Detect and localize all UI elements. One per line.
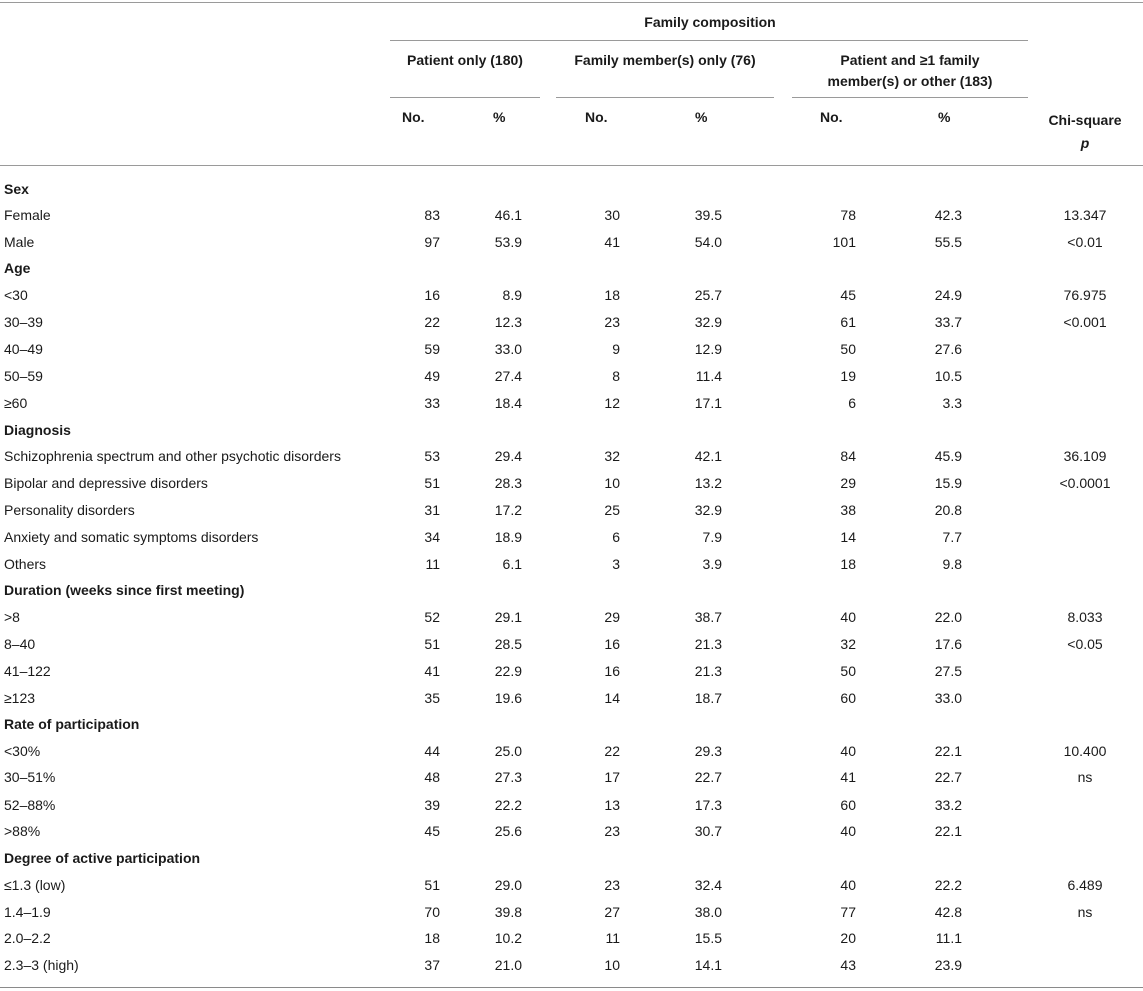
col-group-patient-and-family-line1: Patient and ≥1 family — [840, 52, 980, 68]
table-row — [0, 470, 1143, 496]
chi-square-value: 8.033 — [1067, 609, 1103, 625]
cell-patient-pct: 10.2 — [494, 930, 522, 946]
cell-patient-pct: 22.9 — [494, 663, 522, 679]
cell-family-no: 11 — [605, 930, 620, 946]
section-title: Diagnosis — [4, 422, 71, 438]
cell-family-no: 16 — [604, 663, 620, 679]
cell-both-pct: 10.5 — [934, 368, 962, 384]
row-label: 52–88% — [4, 797, 56, 813]
cell-patient-pct: 8.9 — [502, 287, 522, 303]
cell-patient-no: 35 — [424, 690, 440, 706]
cell-both-no: 45 — [840, 287, 856, 303]
cell-family-no: 10 — [604, 957, 620, 973]
section-title: Rate of participation — [4, 716, 140, 732]
cell-patient-pct: 33.0 — [494, 341, 522, 357]
cell-family-pct: 54.0 — [694, 234, 722, 250]
cell-both-no: 77 — [840, 904, 856, 920]
cell-family-no: 41 — [604, 234, 620, 250]
cell-patient-no: 52 — [424, 609, 440, 625]
cell-patient-pct: 25.0 — [494, 743, 522, 759]
cell-family-no: 16 — [604, 636, 620, 652]
cell-family-pct: 32.4 — [694, 877, 722, 893]
section-header-row — [0, 176, 1143, 202]
bottom-rule — [0, 987, 1143, 988]
family-composition-heading: Family composition — [644, 14, 776, 30]
cell-both-pct: 27.5 — [934, 663, 962, 679]
table-row — [0, 551, 1143, 577]
cell-both-no: 20 — [840, 930, 856, 946]
cell-both-pct: 45.9 — [934, 448, 962, 464]
cell-patient-pct: 53.9 — [494, 234, 522, 250]
cell-patient-no: 49 — [424, 368, 440, 384]
cell-family-pct: 39.5 — [694, 207, 722, 223]
cell-family-pct: 25.7 — [694, 287, 722, 303]
subgroup-underline-1 — [390, 97, 540, 98]
cell-patient-no: 44 — [424, 743, 440, 759]
section-header-row — [0, 845, 1143, 871]
cell-both-no: 101 — [832, 234, 856, 250]
cell-both-no: 32 — [840, 636, 856, 652]
cell-family-pct: 15.5 — [694, 930, 722, 946]
row-label: <30 — [4, 287, 28, 303]
col-no-3: No. — [820, 109, 843, 125]
cell-patient-no: 97 — [424, 234, 440, 250]
cell-patient-pct: 29.4 — [494, 448, 522, 464]
section-header-row — [0, 417, 1143, 443]
cell-both-no: 38 — [840, 502, 856, 518]
cell-patient-pct: 18.9 — [494, 529, 522, 545]
p-value: <0.05 — [1067, 636, 1103, 652]
cell-patient-no: 53 — [424, 448, 440, 464]
table-row — [0, 925, 1143, 951]
row-label: 1.4–1.9 — [4, 904, 51, 920]
cell-patient-pct: 12.3 — [494, 314, 522, 330]
chi-square-value: 6.489 — [1067, 877, 1103, 893]
cell-both-no: 40 — [840, 609, 856, 625]
cell-both-pct: 33.2 — [934, 797, 962, 813]
row-label: <30% — [4, 743, 41, 759]
cell-both-pct: 17.6 — [934, 636, 962, 652]
chi-square-value: 13.347 — [1063, 207, 1107, 223]
p-value: ns — [1077, 769, 1093, 785]
cell-family-no: 17 — [604, 769, 620, 785]
table-row — [0, 792, 1143, 818]
cell-family-pct: 21.3 — [694, 663, 722, 679]
cell-family-no: 3 — [612, 556, 620, 572]
group-underline — [390, 40, 1028, 41]
cell-both-no: 40 — [840, 823, 856, 839]
cell-family-pct: 21.3 — [694, 636, 722, 652]
cell-both-no: 50 — [840, 663, 856, 679]
cell-patient-no: 39 — [424, 797, 440, 813]
section-title: Duration (weeks since first meeting) — [4, 582, 245, 598]
cell-both-pct: 33.7 — [934, 314, 962, 330]
p-value: <0.0001 — [1059, 475, 1111, 491]
cell-patient-pct: 22.2 — [494, 797, 522, 813]
cell-both-pct: 22.0 — [934, 609, 962, 625]
cell-both-pct: 42.8 — [934, 904, 962, 920]
subgroup-underline-3 — [792, 97, 1028, 98]
cell-both-no: 6 — [848, 395, 856, 411]
cell-both-no: 19 — [840, 368, 856, 384]
cell-family-pct: 32.9 — [694, 314, 722, 330]
cell-patient-no: 59 — [424, 341, 440, 357]
cell-patient-pct: 46.1 — [494, 207, 522, 223]
section-header-row — [0, 577, 1143, 603]
col-group-family-only: Family member(s) only (76) — [574, 52, 756, 68]
cell-family-no: 25 — [604, 502, 620, 518]
table-row — [0, 309, 1143, 335]
row-label: 30–39 — [4, 314, 43, 330]
cell-both-pct: 22.1 — [934, 743, 962, 759]
table-row — [0, 390, 1143, 416]
row-label: 2.3–3 (high) — [4, 957, 79, 973]
cell-both-pct: 22.2 — [934, 877, 962, 893]
top-rule — [0, 2, 1143, 3]
cell-patient-no: 51 — [424, 636, 440, 652]
table-row — [0, 952, 1143, 978]
cell-both-no: 43 — [840, 957, 856, 973]
cell-family-pct: 18.7 — [694, 690, 722, 706]
cell-patient-pct: 19.6 — [494, 690, 522, 706]
section-title: Sex — [4, 181, 29, 197]
cell-patient-no: 70 — [424, 904, 440, 920]
cell-patient-no: 48 — [424, 769, 440, 785]
cell-both-pct: 7.7 — [942, 529, 962, 545]
cell-family-pct: 29.3 — [694, 743, 722, 759]
cell-family-no: 14 — [604, 690, 620, 706]
cell-patient-pct: 27.4 — [494, 368, 522, 384]
cell-both-no: 50 — [840, 341, 856, 357]
cell-both-pct: 20.8 — [934, 502, 962, 518]
cell-family-pct: 7.9 — [702, 529, 722, 545]
cell-family-no: 6 — [612, 529, 620, 545]
cell-family-pct: 38.0 — [694, 904, 722, 920]
row-label: 41–122 — [4, 663, 51, 679]
cell-both-no: 29 — [840, 475, 856, 491]
cell-both-pct: 27.6 — [934, 341, 962, 357]
table-row — [0, 202, 1143, 228]
cell-patient-no: 34 — [424, 529, 440, 545]
cell-both-pct: 9.8 — [942, 556, 962, 572]
col-pct-1: % — [493, 109, 506, 125]
cell-family-no: 9 — [612, 341, 620, 357]
cell-family-no: 8 — [612, 368, 620, 384]
cell-patient-no: 41 — [424, 663, 440, 679]
cell-patient-no: 31 — [424, 502, 440, 518]
section-header-row — [0, 255, 1143, 281]
row-label: 8–40 — [4, 636, 36, 652]
col-pct-3: % — [938, 109, 951, 125]
row-label: 30–51% — [4, 769, 56, 785]
cell-both-pct: 11.1 — [935, 930, 962, 946]
row-label: 2.0–2.2 — [4, 930, 51, 946]
cell-both-no: 84 — [840, 448, 856, 464]
chi-square-value: 10.400 — [1063, 743, 1107, 759]
section-title: Age — [4, 260, 31, 276]
table-row — [0, 229, 1143, 255]
cell-family-pct: 17.3 — [694, 797, 722, 813]
p-value: <0.01 — [1067, 234, 1103, 250]
cell-family-no: 32 — [604, 448, 620, 464]
cell-family-pct: 12.9 — [694, 341, 722, 357]
table-row — [0, 818, 1143, 844]
row-label: ≥123 — [4, 690, 36, 706]
table-row — [0, 497, 1143, 523]
cell-family-no: 23 — [604, 823, 620, 839]
row-label: ≥60 — [4, 395, 28, 411]
cell-both-pct: 42.3 — [934, 207, 962, 223]
cell-family-pct: 30.7 — [694, 823, 722, 839]
cell-patient-no: 16 — [424, 287, 440, 303]
cell-both-pct: 33.0 — [934, 690, 962, 706]
col-group-patient-and-family-line2: member(s) or other (183) — [827, 73, 993, 89]
section-header-row — [0, 711, 1143, 737]
row-label: Bipolar and depressive disorders — [4, 475, 208, 491]
header-rule — [0, 165, 1143, 166]
cell-both-pct: 55.5 — [934, 234, 962, 250]
cell-patient-no: 45 — [424, 823, 440, 839]
chi-square-heading: Chi-square — [1048, 112, 1122, 128]
row-label: ≤1.3 (low) — [4, 877, 66, 893]
cell-family-pct: 11.4 — [695, 368, 722, 384]
cell-patient-pct: 28.5 — [494, 636, 522, 652]
row-label: Male — [4, 234, 35, 250]
table-row — [0, 764, 1143, 790]
cell-both-pct: 15.9 — [934, 475, 962, 491]
chi-square-value: 76.975 — [1063, 287, 1107, 303]
cell-family-pct: 3.9 — [702, 556, 722, 572]
cell-family-no: 18 — [604, 287, 620, 303]
table-row — [0, 336, 1143, 362]
row-label: Female — [4, 207, 51, 223]
table-row — [0, 443, 1143, 469]
cell-patient-pct: 6.1 — [502, 556, 522, 572]
cell-patient-pct: 27.3 — [494, 769, 522, 785]
subgroup-underline-2 — [556, 97, 774, 98]
table-row — [0, 604, 1143, 630]
row-label: 50–59 — [4, 368, 43, 384]
p-value: ns — [1077, 904, 1093, 920]
col-group-patient-only: Patient only (180) — [407, 52, 523, 68]
cell-patient-no: 51 — [424, 877, 440, 893]
cell-patient-no: 22 — [424, 314, 440, 330]
cell-family-pct: 32.9 — [694, 502, 722, 518]
row-label: >8 — [4, 609, 20, 625]
cell-patient-no: 18 — [424, 930, 440, 946]
cell-family-pct: 22.7 — [694, 769, 722, 785]
table-row — [0, 899, 1143, 925]
table-row — [0, 685, 1143, 711]
cell-patient-pct: 28.3 — [494, 475, 522, 491]
row-label: Schizophrenia spectrum and other psychotic disorders — [4, 448, 341, 464]
cell-family-pct: 17.1 — [694, 395, 722, 411]
chi-square-value: 36.109 — [1063, 448, 1107, 464]
col-no-2: No. — [585, 109, 608, 125]
cell-both-no: 60 — [840, 797, 856, 813]
cell-both-no: 78 — [840, 207, 856, 223]
cell-family-no: 23 — [604, 314, 620, 330]
table-row — [0, 658, 1143, 684]
cell-both-pct: 22.7 — [934, 769, 962, 785]
p-heading: p — [1080, 135, 1090, 151]
cell-patient-no: 37 — [424, 957, 440, 973]
table-row — [0, 872, 1143, 898]
cell-family-no: 27 — [604, 904, 620, 920]
cell-both-no: 60 — [840, 690, 856, 706]
cell-patient-pct: 29.1 — [494, 609, 522, 625]
cell-family-no: 30 — [604, 207, 620, 223]
table-row — [0, 282, 1143, 308]
cell-both-pct: 23.9 — [934, 957, 962, 973]
cell-family-pct: 42.1 — [694, 448, 722, 464]
cell-family-no: 13 — [604, 797, 620, 813]
table-row — [0, 524, 1143, 550]
cell-family-pct: 14.1 — [694, 957, 722, 973]
cell-patient-pct: 39.8 — [494, 904, 522, 920]
cell-both-pct: 22.1 — [934, 823, 962, 839]
cell-patient-no: 11 — [425, 556, 440, 572]
cell-patient-pct: 21.0 — [494, 957, 522, 973]
cell-family-no: 12 — [604, 395, 620, 411]
cell-patient-no: 51 — [424, 475, 440, 491]
cell-patient-pct: 29.0 — [494, 877, 522, 893]
col-pct-2: % — [695, 109, 708, 125]
cell-both-no: 40 — [840, 743, 856, 759]
section-title: Degree of active participation — [4, 850, 201, 866]
cell-family-no: 10 — [604, 475, 620, 491]
cell-patient-no: 83 — [424, 207, 440, 223]
table-row — [0, 363, 1143, 389]
table-row — [0, 738, 1143, 764]
row-label: >88% — [4, 823, 41, 839]
cell-patient-pct: 17.2 — [494, 502, 522, 518]
cell-patient-pct: 18.4 — [494, 395, 522, 411]
cell-both-no: 41 — [840, 769, 856, 785]
cell-both-no: 40 — [840, 877, 856, 893]
cell-family-pct: 13.2 — [694, 475, 722, 491]
cell-both-no: 14 — [840, 529, 856, 545]
cell-both-no: 61 — [840, 314, 856, 330]
row-label: 40–49 — [4, 341, 43, 357]
cell-family-no: 29 — [604, 609, 620, 625]
cell-family-pct: 38.7 — [694, 609, 722, 625]
cell-both-pct: 3.3 — [942, 395, 962, 411]
cell-family-no: 23 — [604, 877, 620, 893]
cell-family-no: 22 — [604, 743, 620, 759]
cell-patient-pct: 25.6 — [494, 823, 522, 839]
row-label: Others — [4, 556, 47, 572]
cell-patient-no: 33 — [424, 395, 440, 411]
p-value: <0.001 — [1063, 314, 1107, 330]
row-label: Personality disorders — [4, 502, 135, 518]
row-label: Anxiety and somatic symptoms disorders — [4, 529, 259, 545]
col-no-1: No. — [402, 109, 425, 125]
cell-both-pct: 24.9 — [934, 287, 962, 303]
cell-both-no: 18 — [840, 556, 856, 572]
table-row — [0, 631, 1143, 657]
